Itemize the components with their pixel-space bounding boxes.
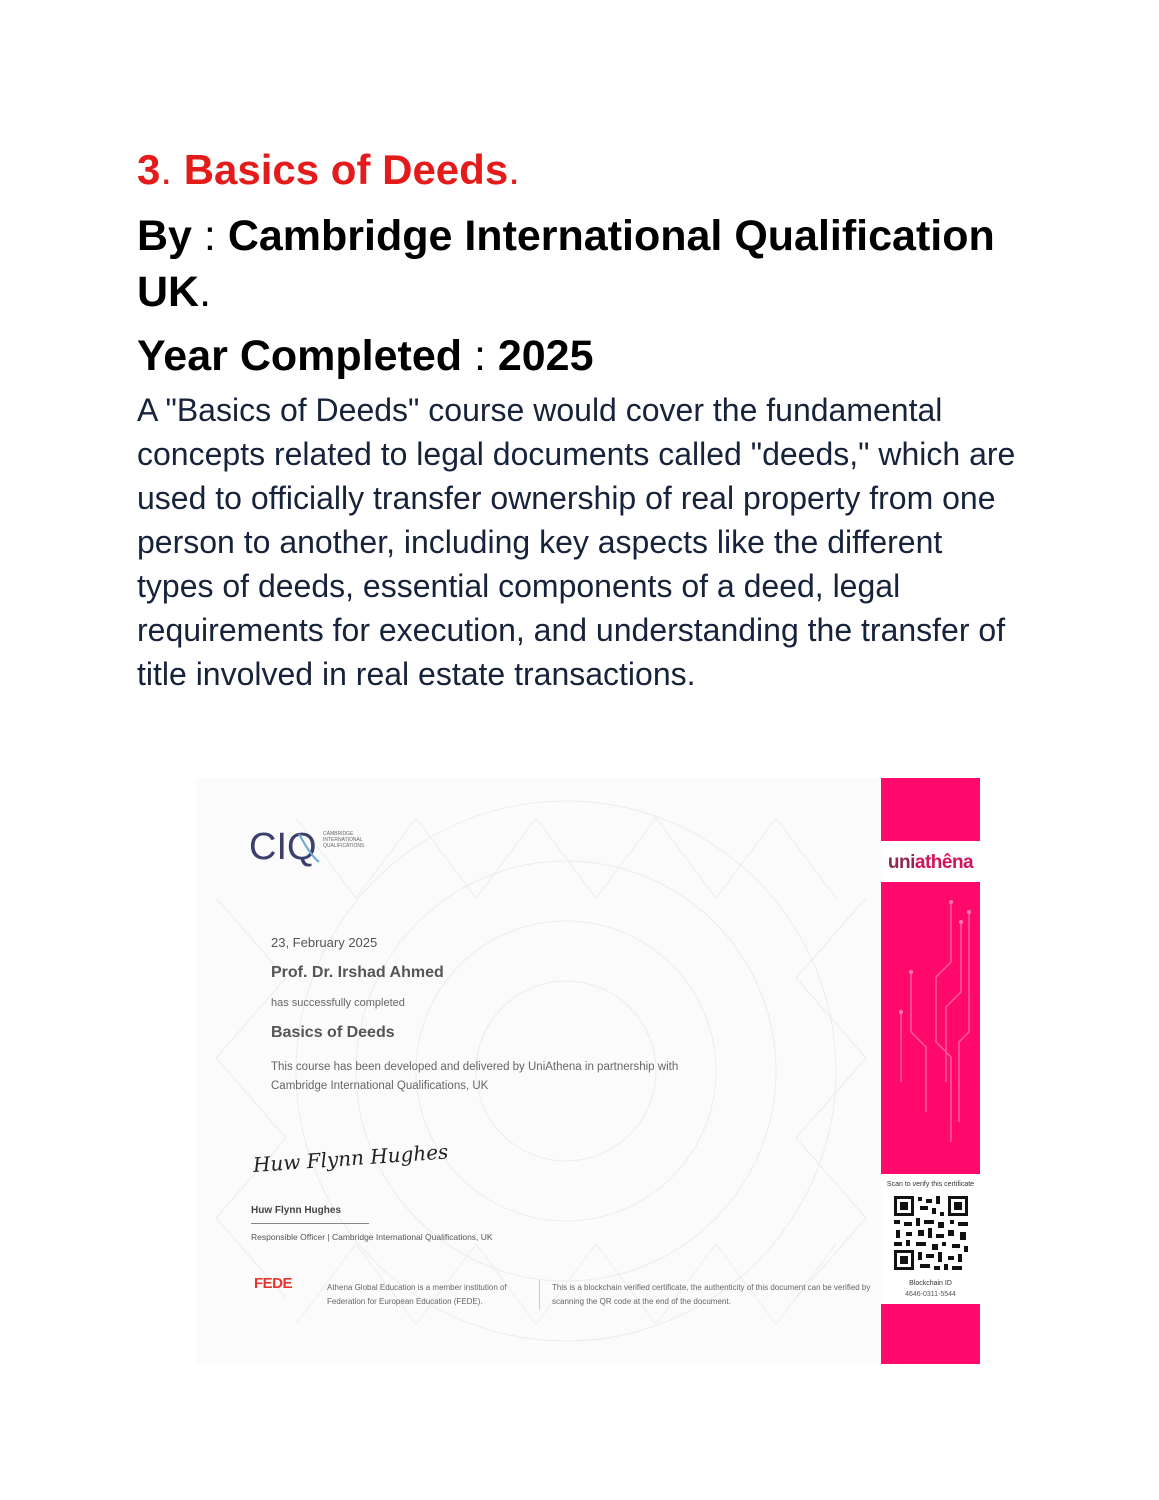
course-number: 3 xyxy=(137,146,161,193)
fede-logo-text: FEDE xyxy=(254,1275,293,1292)
recipient-name: Prof. Dr. Irshad Ahmed xyxy=(271,964,444,981)
year-value: 2025 xyxy=(497,332,594,380)
brand-accent: athêna xyxy=(914,852,974,873)
blockchain-label: Blockchain ID xyxy=(909,1280,952,1287)
signature-line xyxy=(251,1223,369,1224)
provider-heading: By : Cambridge International Qualification UK. xyxy=(137,212,995,316)
ciq-logo xyxy=(249,826,321,866)
course-description: A "Basics of Deeds" course would cover the fundamental concepts related to legal documents called "deeds," which are used to officially transfer ownership of real property from one person to another, including key aspects like the different types of deeds, essential components of a deed, legal requirements for execution, and understanding the transfer of title involved in real estate transactions. xyxy=(137,392,1016,692)
signatory-role: Responsible Officer | Cambridge International Qualifications, UK xyxy=(251,1232,493,1242)
footer-divider xyxy=(539,1280,540,1310)
certificate-date: 23, February 2025 xyxy=(271,935,378,950)
sidebar-pink-top xyxy=(881,778,980,841)
certificate-course: Basics of Deeds xyxy=(271,1024,395,1041)
blockchain-note: This is a blockchain verified certificate, the authenticity of this document can be verified by scanning the QR code at the end of the document. xyxy=(552,1283,871,1306)
provider-name: Cambridge International Qualification xyxy=(227,212,995,260)
certificate-image xyxy=(196,778,980,1364)
course-heading: 3. Basics of Deeds. xyxy=(137,146,520,193)
year-heading: Year Completed : 2025 xyxy=(137,332,594,380)
qr-code-icon[interactable] xyxy=(892,1194,970,1272)
partnership-note: This course has been developed and delivered by UniAthena in partnership with Cambridge International Qualifications, UK xyxy=(271,1061,679,1092)
year-label: Year Completed xyxy=(137,332,462,380)
ciq-logo-subtitle: CAMBRIDGE INTERNATIONAL QUALIFICATIONS xyxy=(323,831,365,849)
signature-script: Huw Flynn Hughes xyxy=(252,1139,449,1178)
course-title: Basics of Deeds xyxy=(183,146,509,193)
sidebar-pink-bottom xyxy=(881,1304,980,1364)
by-label: By xyxy=(137,212,192,260)
signature xyxy=(251,1138,449,1182)
ciq-logo-text: CIQ xyxy=(249,826,317,868)
sidebar-pink-middle xyxy=(881,882,980,1174)
signatory-name: Huw Flynn Hughes xyxy=(251,1205,341,1216)
scan-text: Scan to verify this certificate xyxy=(886,1181,975,1188)
circuit-pattern xyxy=(881,882,980,1174)
fede-note: Athena Global Education is a member institution of Federation for European Education (FEDE). xyxy=(327,1283,507,1306)
brand-prefix: uni xyxy=(887,852,915,873)
blockchain-id: 4646-0311-5544 xyxy=(905,1291,956,1298)
uniathena-logo xyxy=(881,852,980,874)
certificate-sidebar xyxy=(881,778,980,1364)
provider-country: UK xyxy=(137,268,200,316)
completed-text: has successfully completed xyxy=(271,997,405,1009)
fede-logo xyxy=(254,1275,292,1292)
